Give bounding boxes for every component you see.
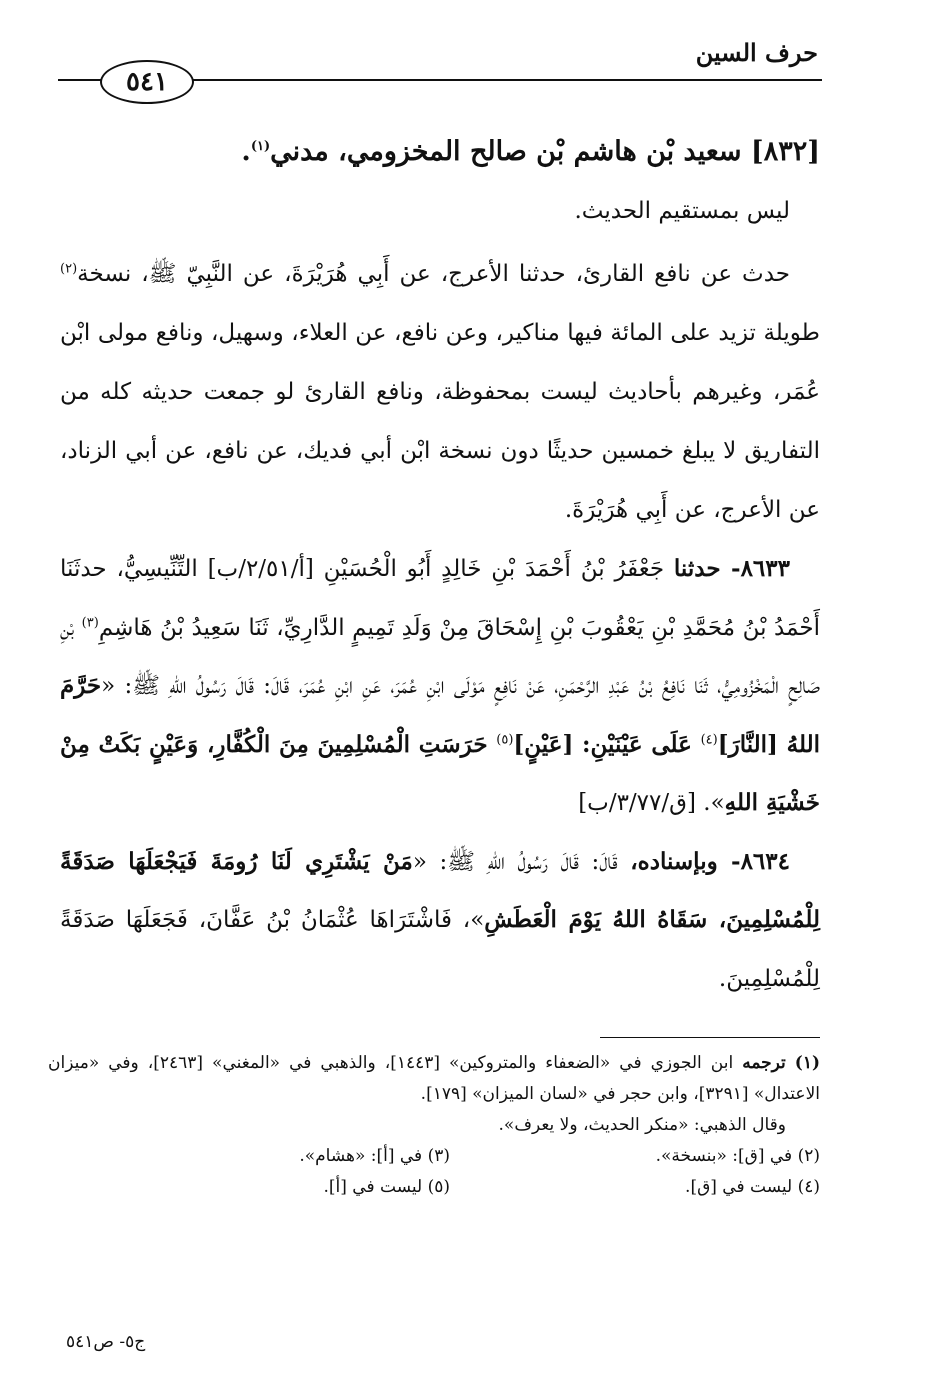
page-number: ٥٤١ xyxy=(126,67,168,97)
footnote-1-keyword: ترجمه xyxy=(742,1053,786,1073)
main-text xyxy=(60,122,820,1008)
footnote-row-4-5 xyxy=(48,1172,820,1203)
footnote-3: (٣) في [أ]: «هشام». xyxy=(299,1146,450,1166)
footnote-ref-4[interactable]: (٤) xyxy=(700,731,718,747)
hadith-8633-ending: ». [ق/٣/٧٧/ب] xyxy=(578,790,725,816)
footnote-ref-3[interactable]: (٣) xyxy=(81,614,99,630)
running-header-title: حرف السين xyxy=(695,38,818,67)
footnote-2: (٢) في [ق]: «بنسخة». xyxy=(655,1146,820,1166)
page-number-badge xyxy=(100,60,194,104)
footnote-row-2-3 xyxy=(48,1141,820,1172)
paragraph-biography-part-b: طويلة تزيد على المائة فيها مناكير، وعن نافع، عن العلاء، وسهيل، ونافع مولى ابْن عُمَر، وغيرهم بأحاديث ليست بمحفوظة، ونافع القارئ لو جمعت حديثه كله من التفاريق لا يبلغ خمسين حديثًا دون نسخة ابْن أبي فديك، عن نافع، عن أبي الزناد، عن الأعرج، عن أَبِي هُرَيْرَةَ. xyxy=(60,320,820,523)
hadith-8634-intro: قَالَ: قَالَ رَسُولُ اللهِ ﷺ: « xyxy=(412,848,631,875)
footnote-1-number: (١) xyxy=(794,1053,821,1073)
entry-heading-end: . xyxy=(241,136,251,167)
footnote-1-text: ابن الجوزي في «الضعفاء والمتروكين» [١٤٤٣]، والذهبي في «المغني» [٢٤٦٣]، وفي «ميزان الاعتدال» [٣٢٩١]، وابن حجر في «لسان الميزان» [١٧٩]. xyxy=(48,1053,820,1104)
footnotes xyxy=(48,1048,820,1203)
paragraph-assessment: ليس بمستقيم الحديث. xyxy=(574,198,790,224)
footnote-1 xyxy=(48,1048,820,1110)
entry-heading xyxy=(60,122,820,182)
footnote-1-continuation: وقال الذهبي: «منكر الحديث، ولا يعرف». xyxy=(498,1115,786,1135)
footnote-4: (٤) ليست في [ق]. xyxy=(685,1177,820,1197)
footnote-separator xyxy=(600,1037,820,1038)
paragraph-biography-part-a: حدث عن نافع القارئ، حدثنا الأعرج، عن أَبِي هُرَيْرَةَ، عن النَّبِيّ ﷺ، نسخة xyxy=(77,261,790,287)
paragraph-biography xyxy=(60,245,820,540)
entry-heading-text: [٨٣٢] سعيد بْن هاشم بْن صالح المخزومي، مدني xyxy=(270,136,820,167)
hadith-8634 xyxy=(60,833,820,1009)
hadith-8633-lead: ٨٦٣٣- حدثنا xyxy=(673,555,790,582)
footnote-ref-2[interactable]: (٢) xyxy=(60,261,78,277)
footnote-ref-1[interactable]: (١) xyxy=(250,139,271,154)
footnote-ref-5[interactable]: (٥) xyxy=(496,731,514,747)
hadith-8633 xyxy=(60,540,820,833)
hadith-8633-matn-b: عَلَى عَيْنَيْنِ: [عَيْنٍ] xyxy=(513,730,701,758)
hadith-8633-isnad-a: جَعْفَرُ بْنُ أَحْمَدَ بْنِ خَالِدٍ أَبُو الْحُسَيْنِ [أ/٢/٥١/ب] التِّنِّيسِيُّ، حدثَنَا أَحْمَدُ بْنُ مُحَمَّدِ بْنِ يَعْقُوبَ بْنِ إِسْحَاقَ مِنْ وَلَدِ تَمِيمٍ الدَّارِيِّ، ثَنَا سَعِيدُ بْنُ هَاشِمِ xyxy=(60,556,820,641)
hadith-8634-ending: »، فَاشْتَرَاهَا عُثْمَانُ بْنُ عَفَّانَ، فَجَعَلَهَا صَدَقَةً لِلْمُسْلِمِينَ. xyxy=(60,907,820,992)
hadith-8634-lead: ٨٦٣٤- وبإسناده، xyxy=(630,847,790,875)
page-reference-footer: ج٥- ص٥٤١ xyxy=(66,1332,146,1352)
hadith-8633-matn-a: حَرَّمَ اللهُ [النَّارَ] xyxy=(60,672,820,758)
hadith-8633-matn-c: حَرَسَتِ الْمُسْلِمِينَ مِنَ الْكُفَّارِ، وَعَيْنٍ بَكَتْ مِنْ خَشْيَةِ اللهِ xyxy=(60,730,820,816)
hadith-8634-matn: مَنْ يَشْتَرِي لَنَا رُومَةَ فَيَجْعَلَهَا صَدَقَةً لِلْمُسْلِمِينَ، سَقَاهُ اللهُ يَوْمَ الْعَطَشِ xyxy=(60,847,820,933)
footnote-5: (٥) ليست في [أ]. xyxy=(323,1177,450,1197)
hadith-8633-isnad-b: بْنِ صَالِحٍ الْمَخْزُومِيُّ، ثَنَا نَافِعُ بْنُ عَبْدِ الرَّحْمَنِ، عَنْ نَافِعٍ مَوْلَى ابْنِ عُمَرَ، عَنِ ابْنِ عُمَرَ، قَالَ: قَالَ رَسُولُ اللهِ ﷺ: « xyxy=(60,614,820,699)
